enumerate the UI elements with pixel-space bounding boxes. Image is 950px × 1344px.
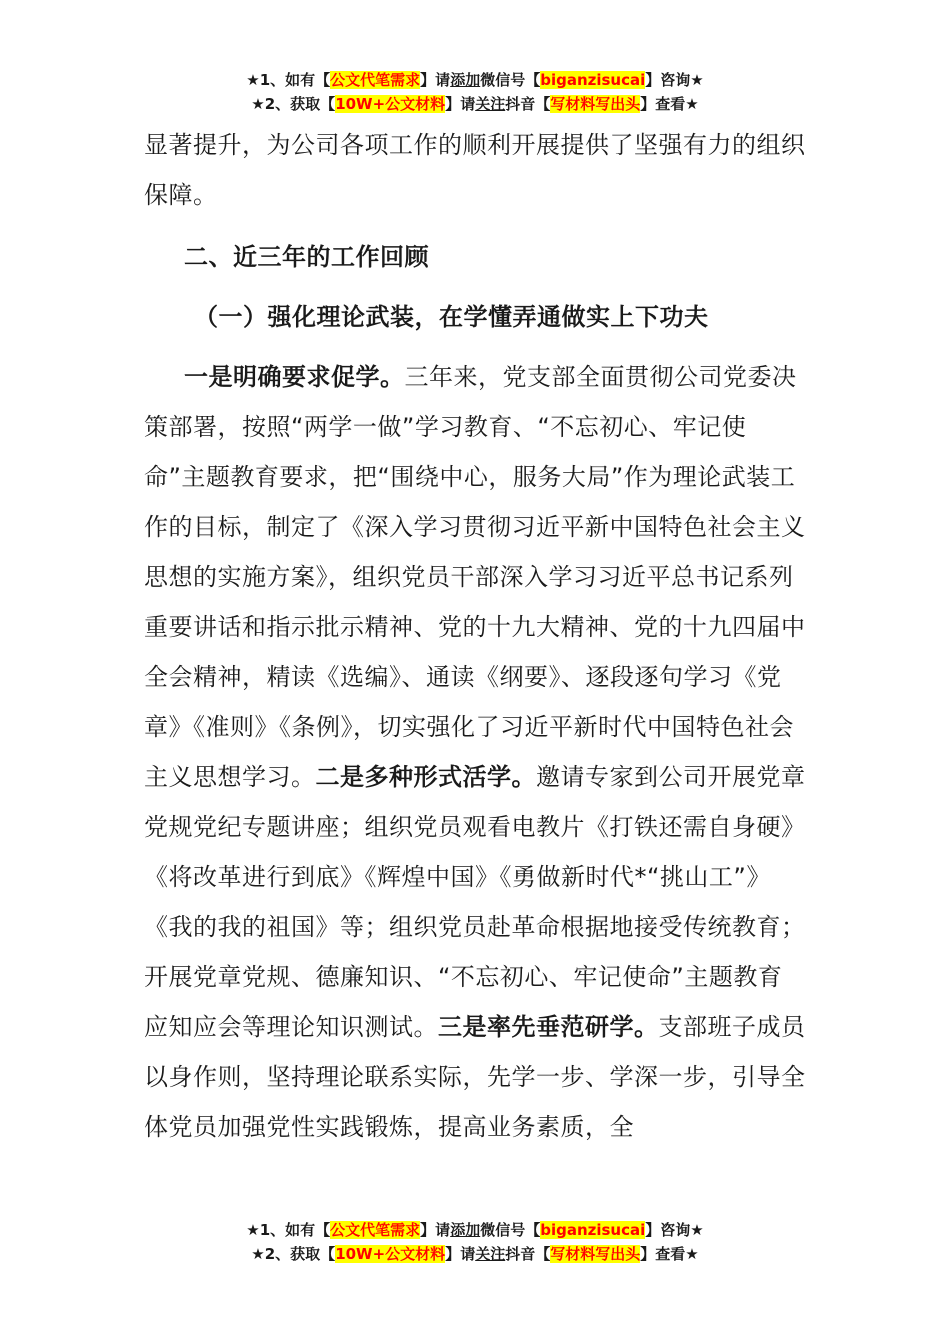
banner-text: ★1、如有【 [246,1221,331,1239]
banner-text: 】咨询★ [645,71,704,89]
banner-line-1 [0,1218,950,1242]
banner-highlight: 10W+公文材料 [335,1245,446,1263]
banner-highlight: 公文代笔需求 [330,1221,421,1239]
banner-text: 】咨询★ [645,1221,704,1239]
banner-text: 抖音【 [505,95,551,113]
banner-text: 微信号【 [480,1221,541,1239]
banner-text: ★1、如有【 [246,71,331,89]
paragraph-lead: 一是明确要求促学。 [184,363,405,391]
header-banner [0,68,950,116]
paragraph-lead: 二是多种形式活学。 [315,763,536,791]
banner-text: 】查看★ [640,1245,699,1263]
banner-highlight: 写材料写出头 [550,95,641,113]
banner-text: ★2、获取【 [251,95,336,113]
banner-highlight: 10W+公文材料 [335,95,446,113]
banner-underline: 添加 [450,71,481,89]
banner-text: 】请 [445,95,476,113]
banner-line-1 [0,68,950,92]
paragraph-text: 三年来，党支部全面贯彻公司党委决策部署，按照“两学一做”学习教育、“不忘初心、牢记使命”主题教育要求，把“围绕中心，服务大局”作为理论武装工作的目标，制定了《深入学习贯彻习近平新中国特色社会主义思想的实施方案》，组织党员干部深入学习习近平总书记系列重要讲话和指示批示精神、党的十九大精神、党的十九四届中全会精神，精读《选编》、通读《纲要》、逐段逐句学习《党章》《准则》《条例》，切实强化了习近平新时代中国特色社会主义思想学习。 [144,363,806,791]
banner-text: 】查看★ [640,95,699,113]
banner-underline: 关注 [475,95,506,113]
banner-underline: 添加 [450,1221,481,1239]
banner-highlight: biganzisucai [540,71,646,89]
banner-highlight: 写材料写出头 [550,1245,641,1263]
banner-highlight: 公文代笔需求 [330,71,421,89]
footer-banner [0,1218,950,1266]
banner-underline: 关注 [475,1245,506,1263]
banner-line-2 [0,1242,950,1266]
continued-paragraph: 显著提升，为公司各项工作的顺利开展提供了坚强有力的组织保障。 [144,131,806,209]
section-heading: 二、近三年的工作回顾 [184,243,429,271]
banner-line-2 [0,92,950,116]
paragraph-text: 支部班子成员以身作则，坚持理论联系实际，先学一步、学深一步，引导全体党员加强党性实践锻炼，提高业务素质，全 [144,1013,806,1141]
banner-text: 】请 [445,1245,476,1263]
sub-heading: （一）强化理论武装，在学懂弄通做实上下功夫 [194,303,709,331]
banner-text: 】请 [420,1221,451,1239]
banner-text: ★2、获取【 [251,1245,336,1263]
banner-text: 】请 [420,71,451,89]
document-body [144,120,806,1152]
banner-text: 微信号【 [480,71,541,89]
banner-highlight: biganzisucai [540,1221,646,1239]
paragraph-text: 邀请专家到公司开展党章党规党纪专题讲座；组织党员观看电教片《打铁还需自身硬》《将改革进行到底》《辉煌中国》《勇做新时代*“挑山工”》《我的我的祖国》等；组织党员赴革命根据地接受传统教育；开展党章党规、德廉知识、“不忘初心、牢记使命”主题教育应知应会等理论知识测试。 [144,763,806,1041]
paragraph-lead: 三是率先垂范研学。 [438,1013,659,1041]
banner-text: 抖音【 [505,1245,551,1263]
body-paragraph [144,352,806,1152]
